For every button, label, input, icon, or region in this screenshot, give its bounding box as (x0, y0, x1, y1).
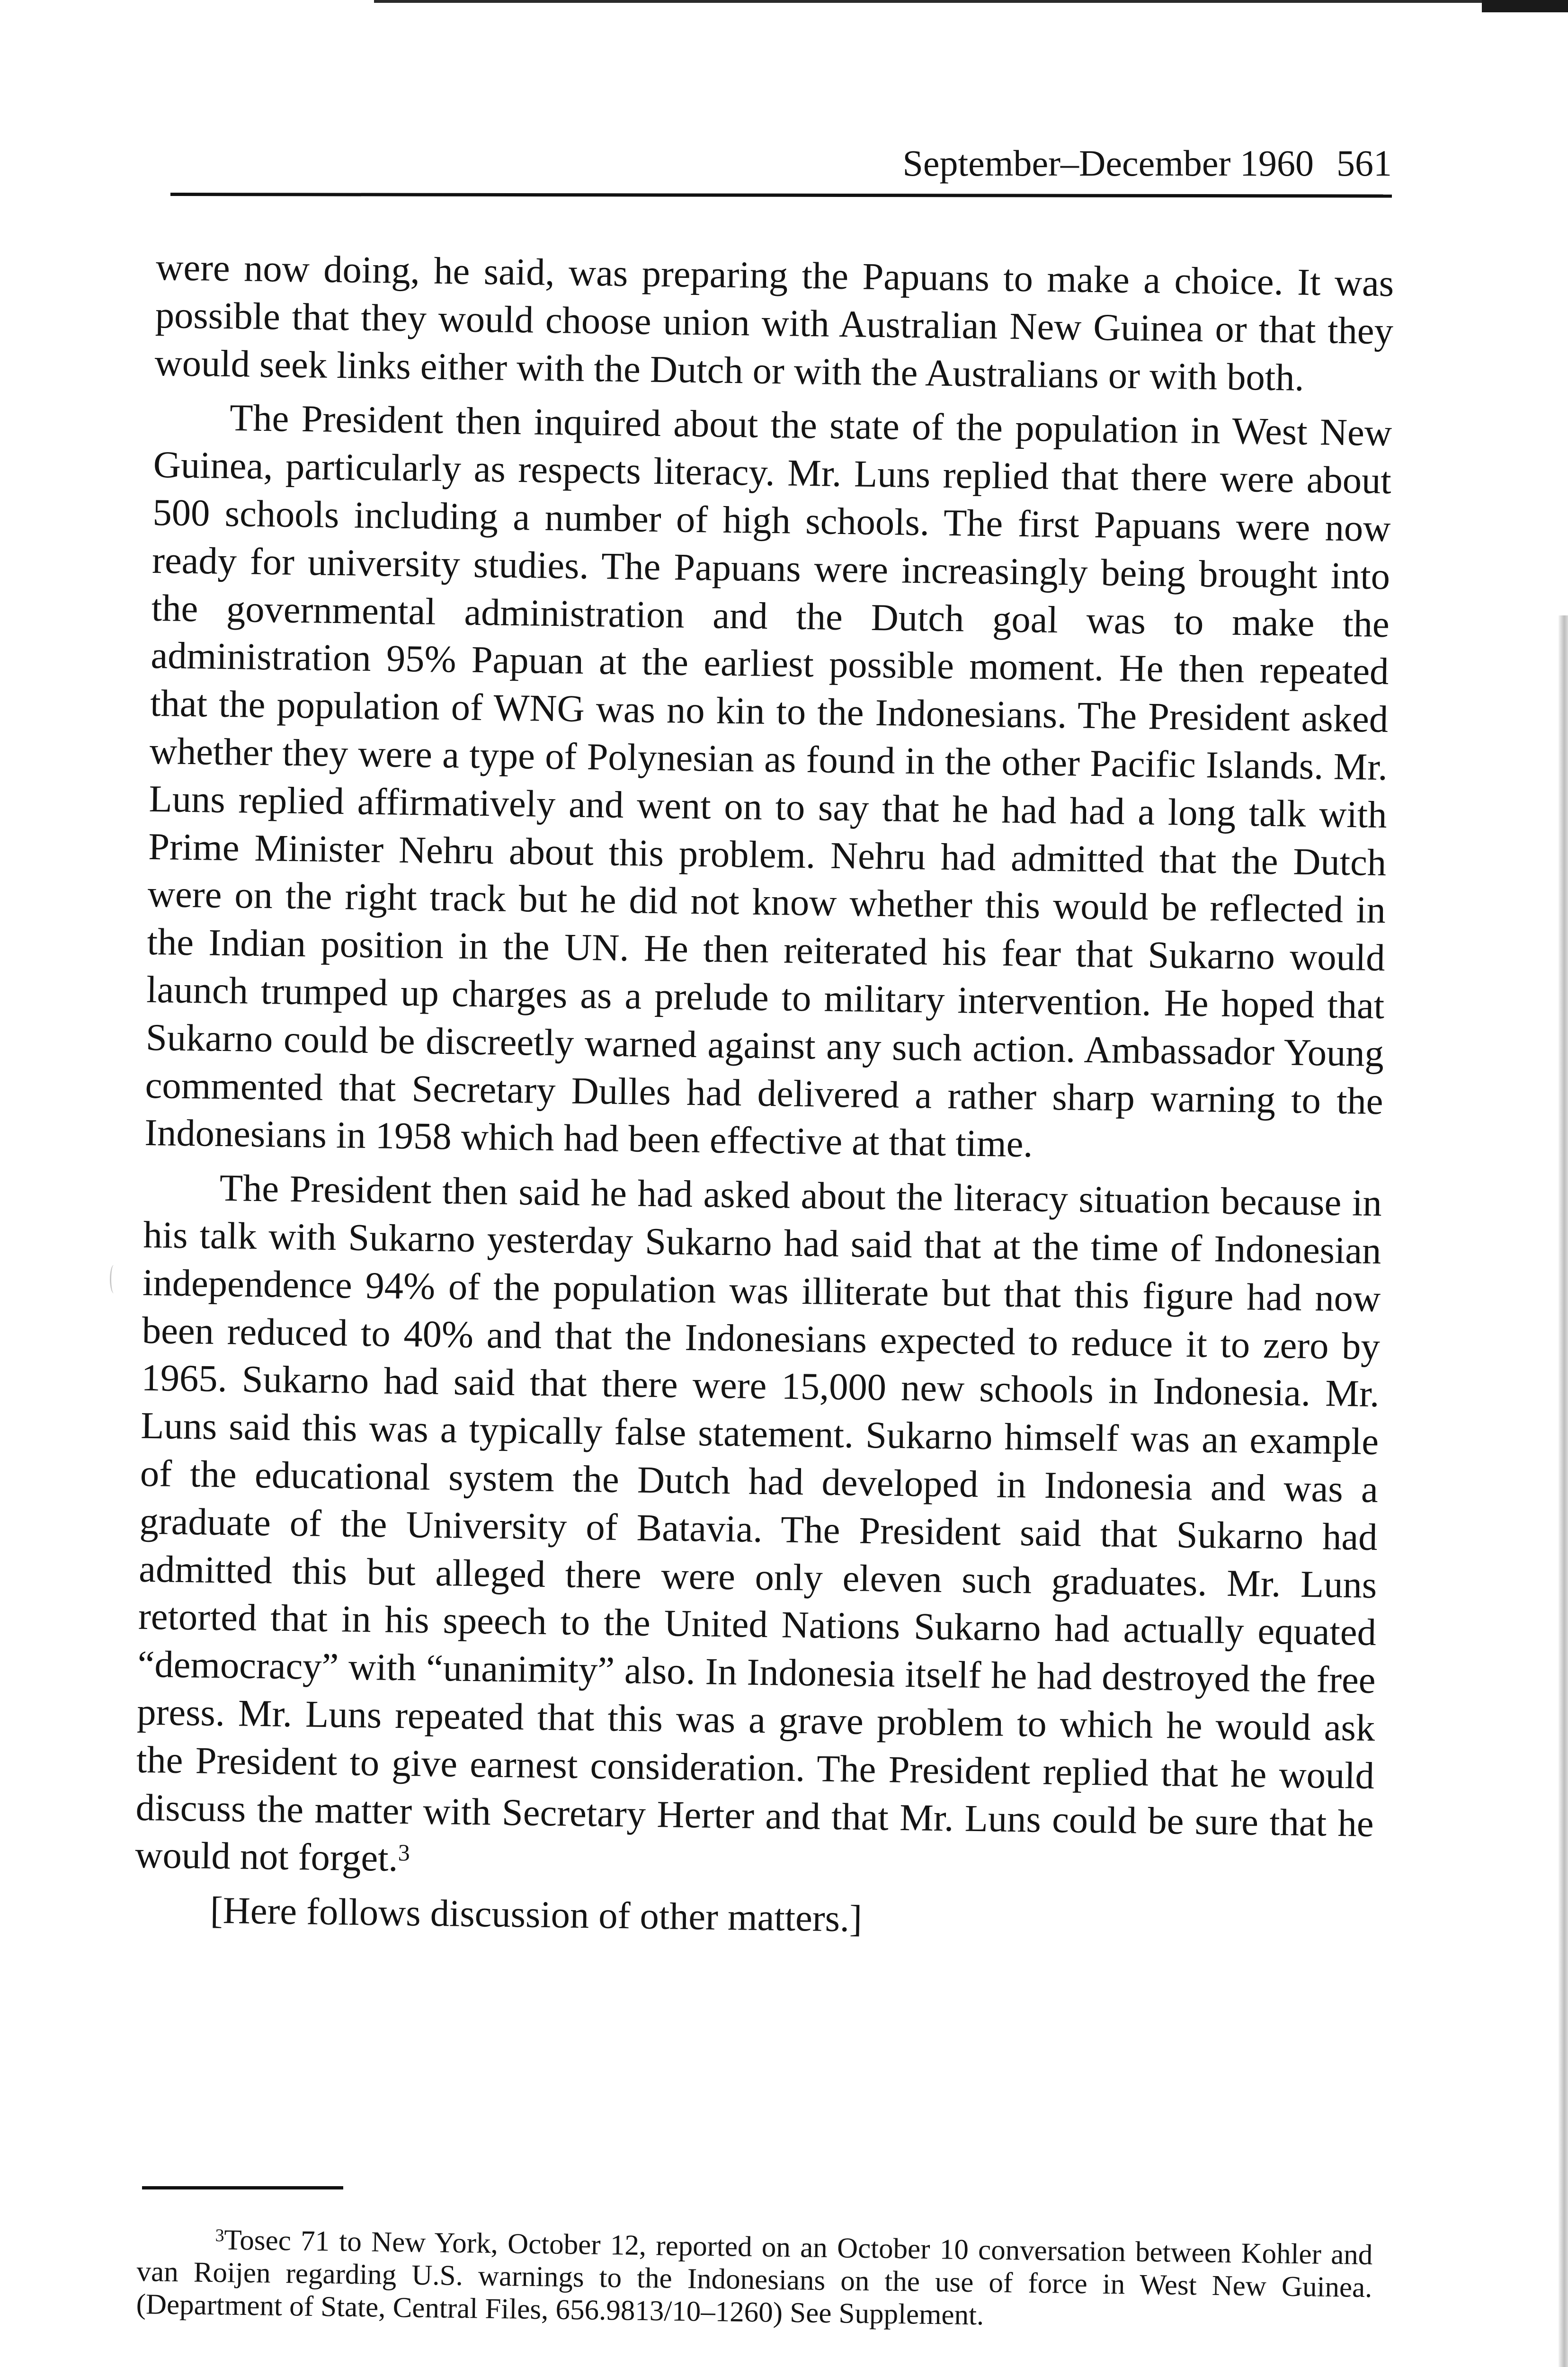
footnote-rule (142, 2186, 343, 2189)
footnote-text: Tosec 71 to New York, October 12, reported on an October 10 conversation between Kohler and van Roijen regarding U.S. warnings to the Indonesians on the use of force in West New Guinea. (Department of State, Central Files, 656.9813/10–1260) See Supplement. (136, 2224, 1373, 2331)
body-text (134, 244, 1394, 1957)
page-number: 561 (1336, 142, 1392, 184)
paragraph-sukarno-text: The President then said he had asked about the literacy situation because in his talk with Sukarno yesterday Sukarno had said that at the time of Indonesian independence 94% of the population was illiterate but that this figure had now been reduced to 40% and that the Indonesians expected to reduce it to zero by 1965. Sukarno had said that there were 15,000 new schools in Indonesia. Mr. Luns said this was a typically false statement. Sukarno himself was an example of the educational system the Dutch had developed in Indonesia and was a graduate of the University of Batavia. The President said that Sukarno had admitted this but alleged there were only eleven such graduates. Mr. Luns retorted that in his speech to the United Nations Sukarno had actually equated “democracy” with “unanimity” also. In Indonesia itself he had destroyed the free press. Mr. Luns repeated that this was a grave problem to which he would ask the President to give earnest consideration. The President replied that he would discuss the matter with Secretary Herter and that Mr. Luns could be sure that he would not forget. (134, 1167, 1382, 1880)
scan-edge-shadow (374, 0, 1482, 3)
scan-corner-shadow (1482, 0, 1568, 12)
footnote-marker: 3 (215, 2225, 224, 2246)
footnote-reference[interactable]: 3 (398, 1839, 410, 1866)
running-title: September–December 1960 (902, 142, 1314, 184)
running-head (819, 140, 1392, 187)
scan-speck (110, 1265, 118, 1293)
paragraph-sukarno (135, 1164, 1382, 1895)
paragraph-editorial-note: [Here follows discussion of other matters.] (210, 1889, 863, 1940)
header-rule (170, 193, 1392, 198)
paragraph-continued: were now doing, he said, was preparing the Papuans to make a choice. It was possible that they would choose union with Australian New Guinea or that they would seek links either with the Dutch or with the Australians or with both. (154, 246, 1394, 399)
binding-edge-shadow (1559, 615, 1568, 2367)
paragraph-literacy: The President then inquired about the state of the population in West New Guinea, particularly as respects literacy. Mr. Luns replied that there were about 500 schools including a number of high schools. The first Papuans were now ready for university studies. The Papuans were increasingly being brought into the governmental administration and the Dutch goal was to make the administration 95% Papuan at the earliest possible moment. He then repeated that the population of WNG was no kin to the Indonesians. The President asked whether they were a type of Polynesian as found in the other Pacific Islands. Mr. Luns replied affirmatively and went on to say that he had had a long talk with Prime Minister Nehru about this problem. Nehru had admitted that the Dutch were on the right track but he did not know whether this would be reflected in the Indian position in the UN. He then reiterated his fear that Sukarno would launch trumped up charges as a prelude to military intervention. He hoped that Sukarno could be discreetly warned against any such action. Ambassador Young commented that Secretary Dulles had delivered a rather sharp warning to the Indonesians in 1958 which had been effective at that time. (144, 397, 1392, 1166)
footnote (136, 2223, 1372, 2337)
